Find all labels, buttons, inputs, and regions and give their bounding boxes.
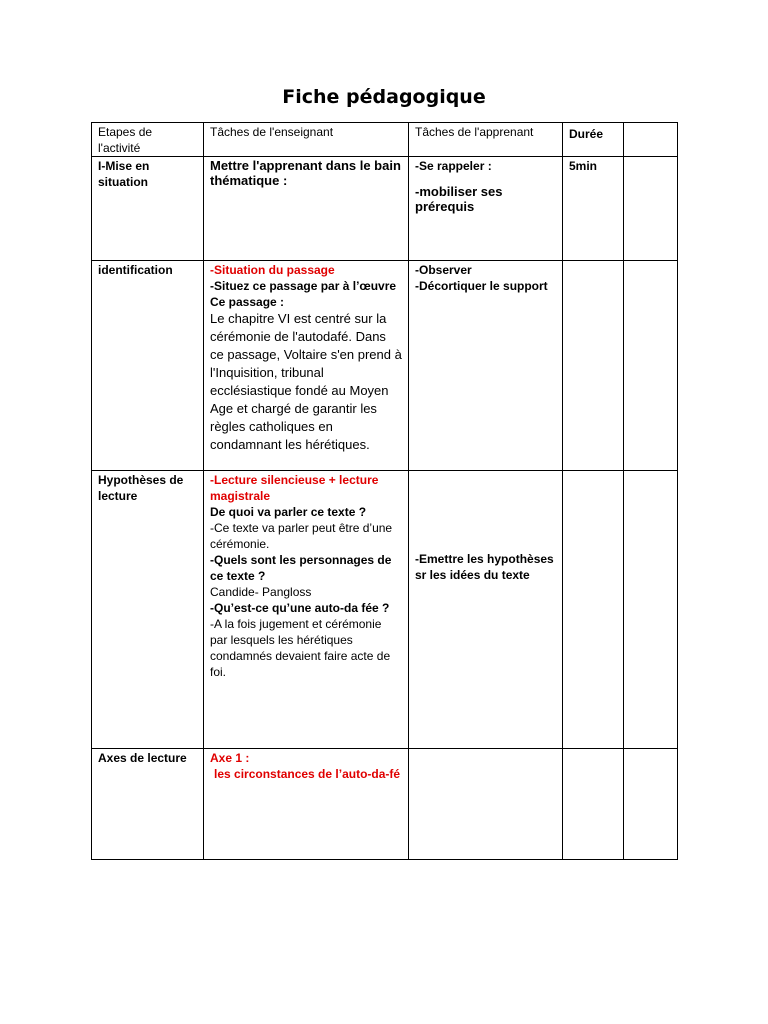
row3-app: -Emettre les hypothèses sr les idées du texte [415, 552, 554, 582]
row4-axe-label: Axe 1 : [210, 751, 250, 765]
row4-duree [563, 749, 624, 860]
row4-etape: Axes de lecture [92, 749, 204, 860]
page-title: Fiche pédagogique [282, 86, 486, 108]
header-extra [624, 123, 678, 157]
row3-a3: -A la fois jugement et cérémonie par lesquels les hérétiques condamnés devaient faire acte de foi. [210, 617, 391, 679]
header-row [92, 123, 678, 157]
row3-duree [563, 471, 624, 749]
header-enseignant: Tâches de l'enseignant [204, 123, 409, 157]
row2-ens-text: Le chapitre VI est centré sur la cérémonie de l'autodafé. Dans ce passage, Voltaire s'en prend à l'Inquisition, tribunal ecclésiastique fondé au Moyen Age et chargé de garantir les règles catholiques en condamnant les hérétiques. [210, 311, 402, 452]
row4-enseignant [204, 749, 409, 860]
row2-app-1: -Observer [415, 263, 472, 277]
row2-extra [624, 261, 678, 471]
row2-ens-red: -Situation du passage [210, 263, 335, 277]
row1-etape: I-Mise en situation [92, 157, 204, 261]
row1-app-1: -Se rappeler : [415, 159, 492, 173]
row1-extra [624, 157, 678, 261]
row2-apprenant [409, 261, 563, 471]
row3-ens-red: -Lecture silencieuse + lecture magistrale [210, 473, 379, 503]
row4-apprenant [409, 749, 563, 860]
header-apprenant: Tâches de l'apprenant [409, 123, 563, 157]
table-row [92, 471, 678, 749]
row3-etape: Hypothèses de lecture [92, 471, 204, 749]
row2-etape: identification [92, 261, 204, 471]
row1-ens-text: Mettre l'apprenant dans le bain thématique : [210, 158, 401, 188]
row1-enseignant [204, 157, 409, 261]
row3-a1: -Ce texte va parler peut être d’une cérémonie. [210, 521, 393, 551]
row4-axe-title: les circonstances de l’auto-da-fé [214, 767, 401, 781]
row3-a2: Candide- Pangloss [210, 585, 312, 599]
row3-q2: -Quels sont les personnages de ce texte ? [210, 553, 392, 583]
table-row [92, 261, 678, 471]
row3-enseignant [204, 471, 409, 749]
row2-duree [563, 261, 624, 471]
row3-apprenant [409, 471, 563, 749]
row3-extra [624, 471, 678, 749]
table-row [92, 749, 678, 860]
row2-enseignant [204, 261, 409, 471]
row2-ens-bold: -Situez ce passage par à l’œuvre Ce passage : [210, 279, 397, 309]
header-etapes: Etapes de l'activité [92, 123, 204, 157]
header-duree: Durée [563, 123, 624, 157]
table-row [92, 157, 678, 261]
row1-duree: 5min [563, 157, 624, 261]
row4-extra [624, 749, 678, 860]
row3-q3: -Qu’est-ce qu’une auto-da fée ? [210, 601, 390, 615]
row1-app-2: -mobiliser ses prérequis [415, 184, 503, 214]
row2-app-2: -Décortiquer le support [415, 279, 548, 293]
row3-q1: De quoi va parler ce texte ? [210, 505, 367, 519]
lesson-plan-table [91, 122, 678, 860]
row1-apprenant [409, 157, 563, 261]
